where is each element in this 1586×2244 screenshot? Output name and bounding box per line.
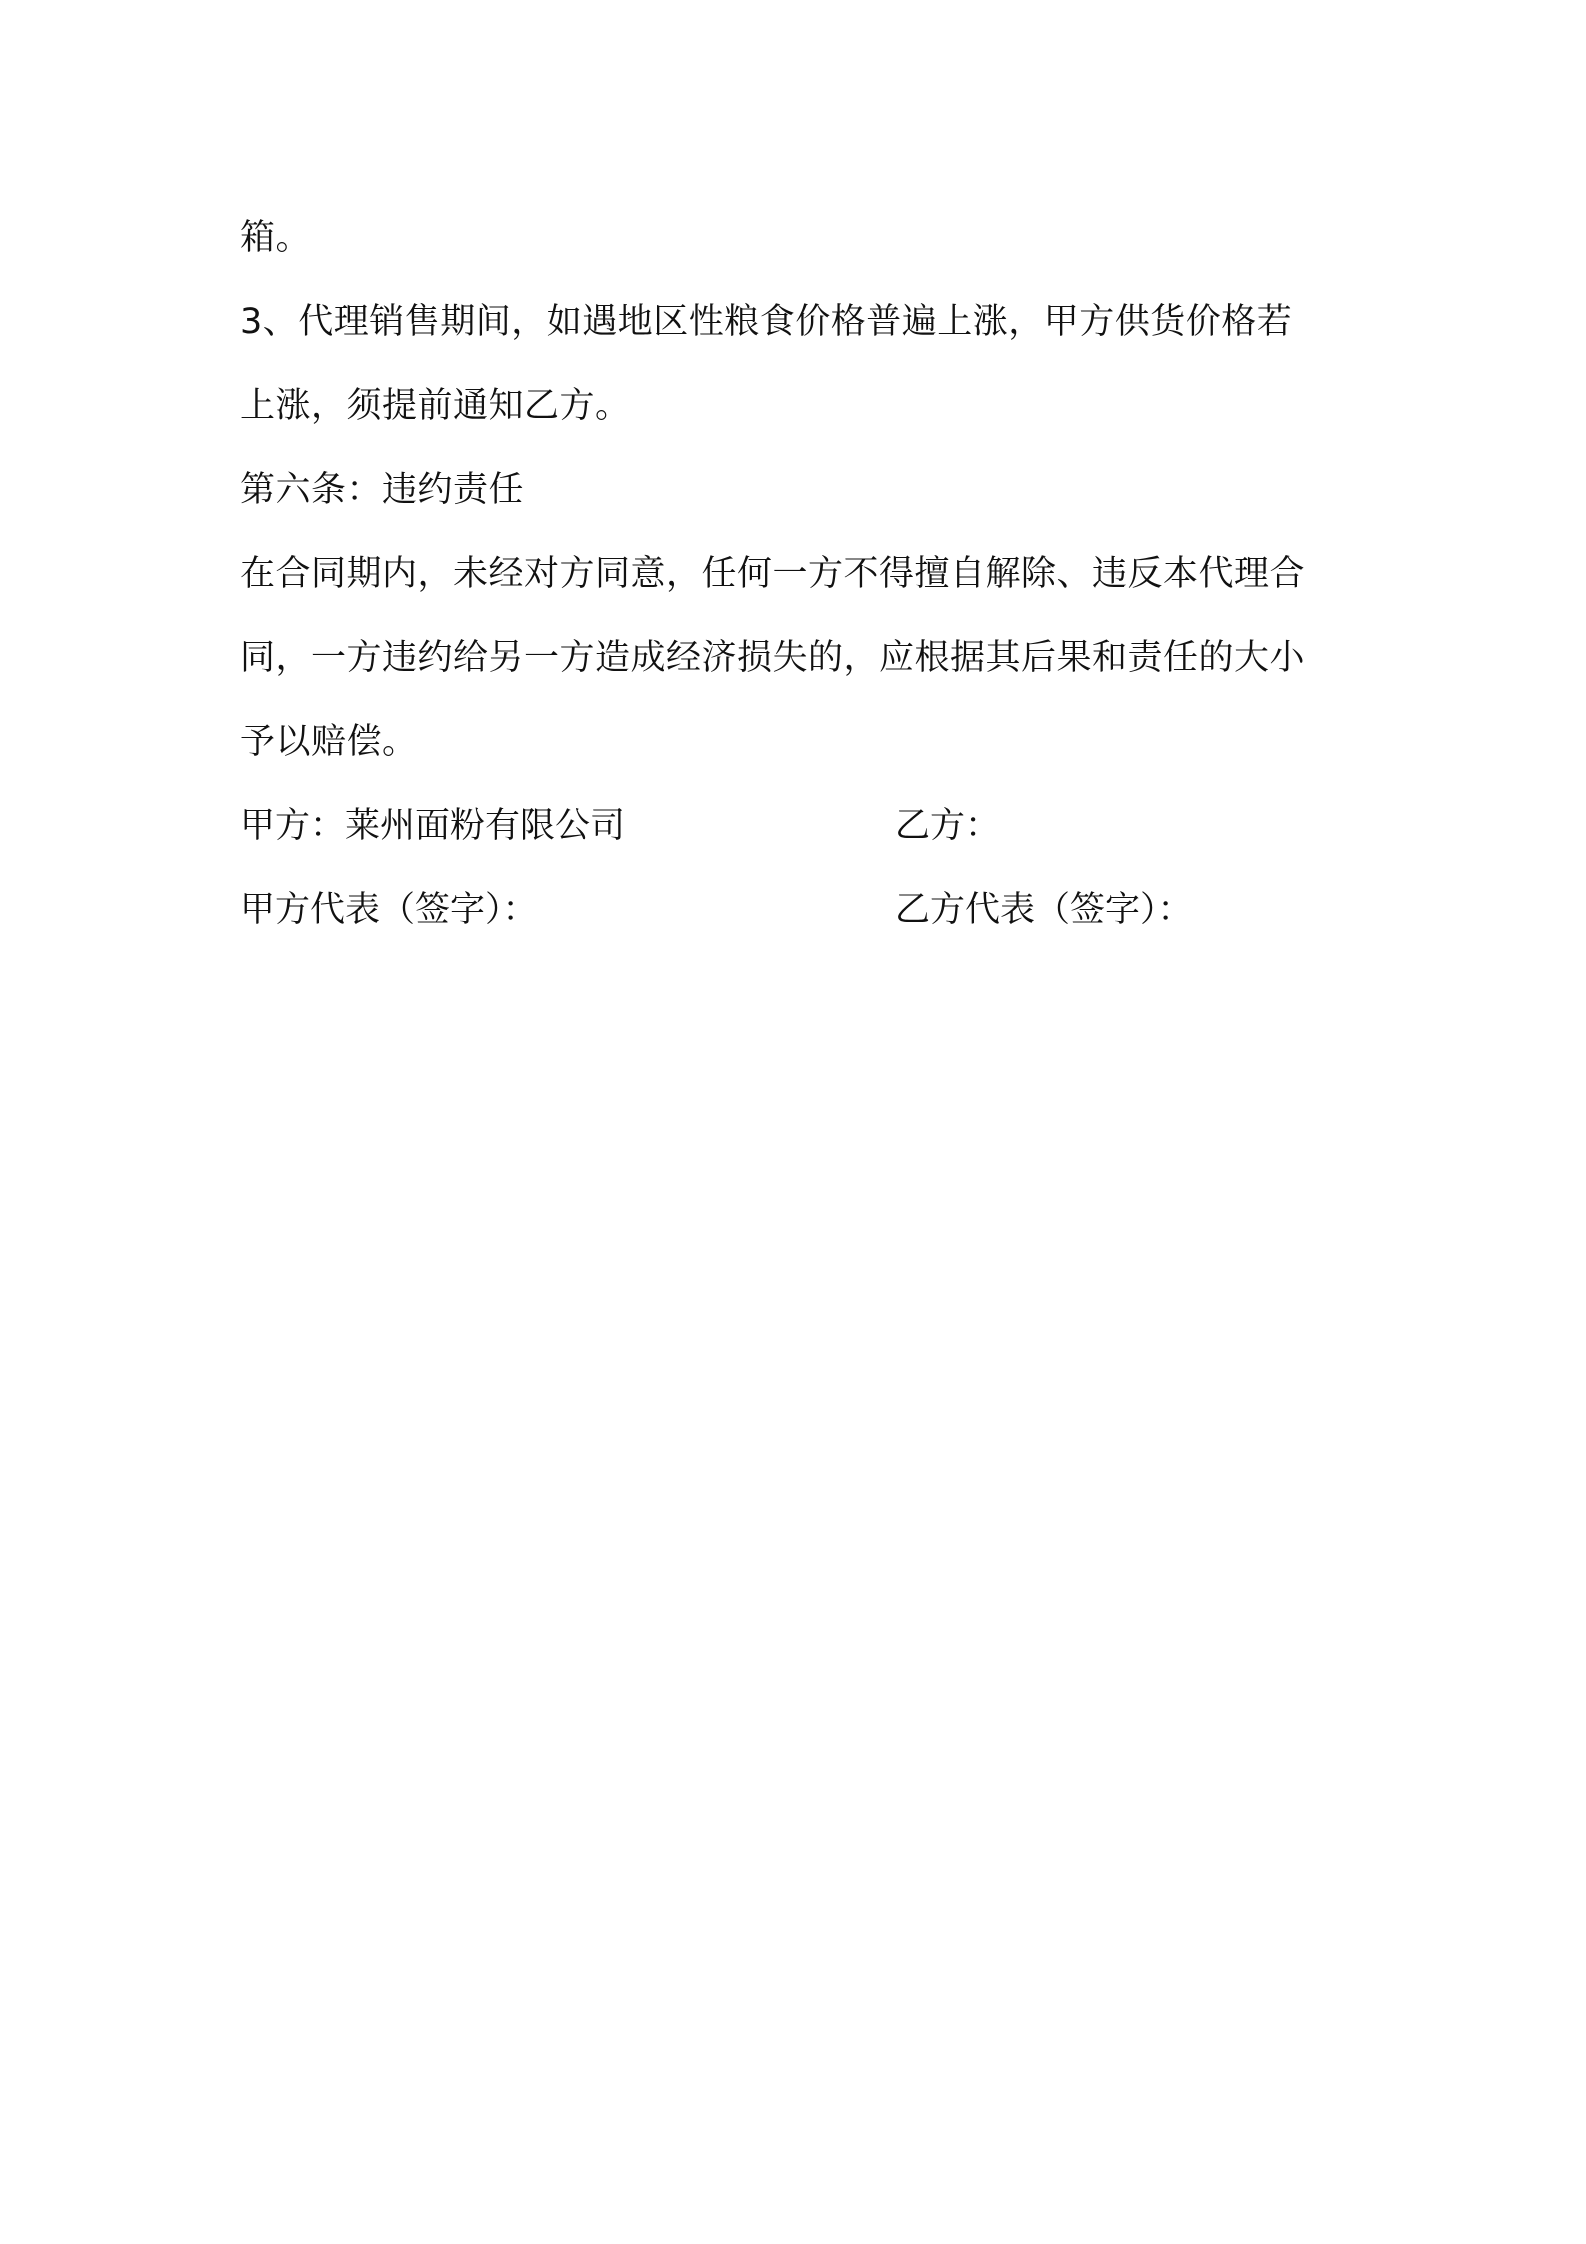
party-b-label: 乙方： (895, 806, 1001, 846)
breach-paragraph-line-1: 在合同期内，未经对方同意，任何一方不得擅自解除、违反本代理合 (240, 554, 1306, 594)
clause-3-line-1: 3、代理销售期间，如遇地区性粮食价格普遍上涨，甲方供货价格若 (240, 302, 1293, 342)
party-b-representative-label: 乙方代表（签字）： (895, 890, 1193, 930)
signature-row-representatives (240, 868, 1360, 952)
clause-3-line-2: 上涨，须提前通知乙方。 (240, 386, 631, 426)
party-a-label: 甲方：莱州面粉有限公司 (240, 806, 626, 846)
breach-paragraph-line-3: 予以赔偿。 (240, 722, 418, 762)
article-six-heading: 第六条：违约责任 (240, 470, 525, 510)
paragraph-line-box-end: 箱。 (240, 218, 312, 258)
breach-paragraph-line-2: 同，一方违约给另一方造成经济损失的，应根据其后果和责任的大小 (240, 638, 1306, 678)
signature-row-parties (240, 784, 1360, 868)
party-a-representative-label: 甲方代表（签字）： (240, 890, 538, 930)
document-body (240, 196, 1360, 952)
